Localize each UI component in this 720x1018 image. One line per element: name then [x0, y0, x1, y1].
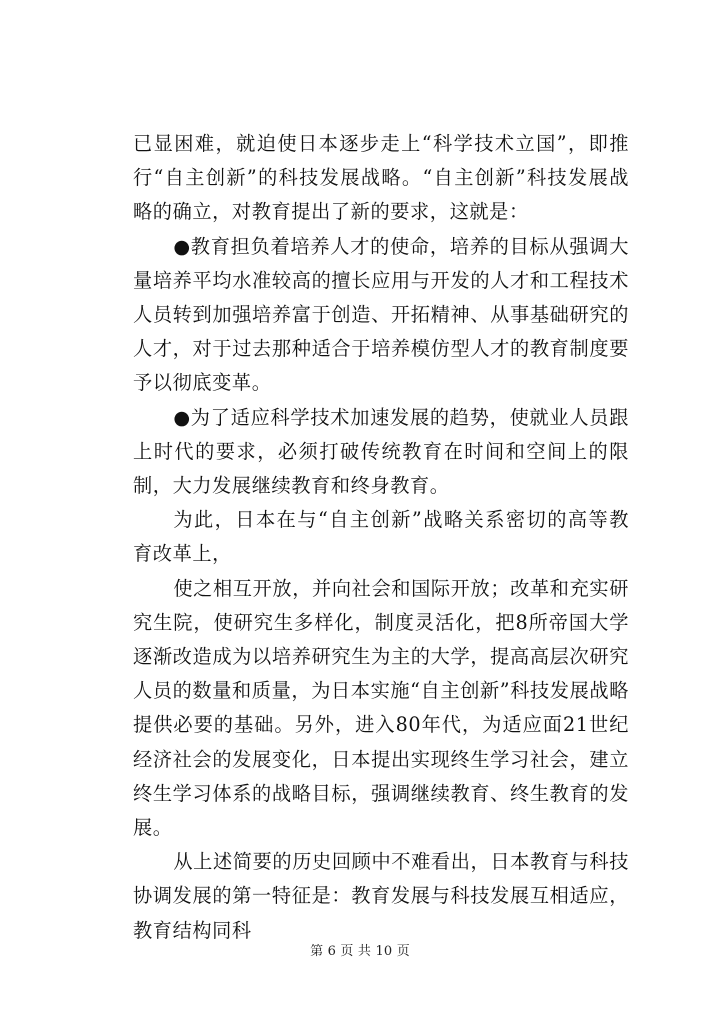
paragraph-continuation: 已显困难，就迫使日本逐步走上“科学技术立国”，即推行“自主创新”的科技发展战略。“自主创新”科技发展战略的确立，对教育提出了新的要求，这就是：	[133, 132, 629, 224]
paragraph-summary: 从上述简要的历史回顾中不难看出，日本教育与科技协调发展的第一特征是：教育发展与科技发展互相适应，教育结构同科	[133, 850, 629, 942]
paragraph-bullet-talent: ●教育担负着培养人才的使命，培养的目标从强调大量培养平均水准较高的擅长应用与开发的人才和工程技术人员转到加强培养富于创造、开拓精神、从事基础研究的人才，对于过去那种适合于培养模仿型人才的教育制度要予以彻底变革。	[133, 234, 629, 395]
page-number-label: 第 6 页 共 10 页	[310, 944, 410, 959]
paragraph-higher-education: 为此，日本在与“自主创新”战略关系密切的高等教育改革上，	[133, 508, 629, 566]
paragraph-bullet-lifelong: ●为了适应科学技术加速发展的趋势，使就业人员跟上时代的要求，必须打破传统教育在时间和空间上的限制，大力发展继续教育和终身教育。	[133, 405, 629, 498]
document-body	[133, 127, 629, 948]
page-footer	[0, 940, 720, 959]
paragraph-reform: 使之相互开放，并向社会和国际开放；改革和充实研究生院，使研究生多样化，制度灵活化，把8所帝国大学逐渐改造成为以培养研究生为主的大学，提高高层次研究人员的数量和质量，为日本实施“自主创新”科技发展战略提供必要的基础。另外，进入80年代，为适应面21世纪经济社会的发展变化，日本提出实现终生学习社会，建立终生学习体系的战略目标，强调继续教育、终生教育的发展。	[133, 576, 629, 840]
